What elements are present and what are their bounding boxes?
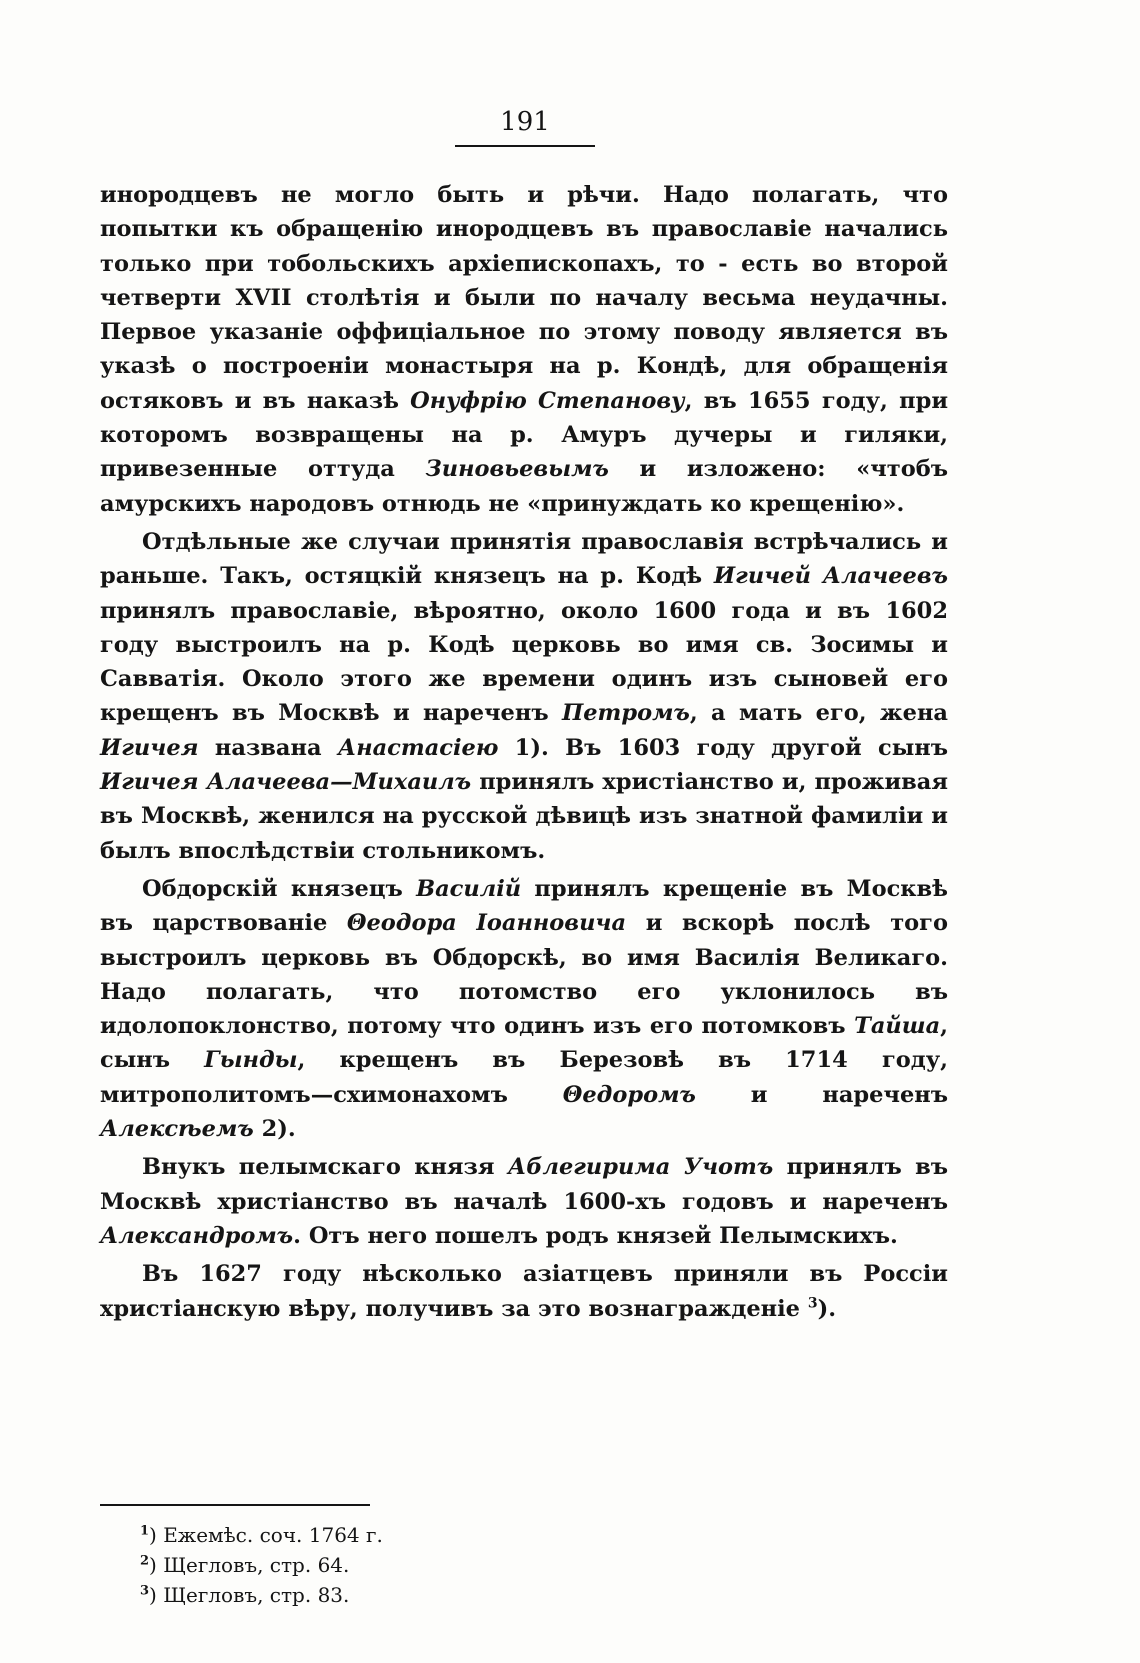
- text-run: принялъ крещеніе въ Москвѣ въ царствованіе: [100, 875, 949, 937]
- footnote-3: [140, 1580, 740, 1610]
- italic-name: Василій: [416, 875, 522, 902]
- footnote-mark: 3: [140, 1583, 150, 1599]
- italic-name: Александромъ: [100, 1222, 294, 1249]
- italic-name: Тайша: [854, 1013, 941, 1040]
- text-run: и вскорѣ послѣ того выстроилъ церковь въ Обдорскѣ, во имя Василія Великаго. Надо полагать, что потомство его уклонилось въ идолопоклонство, потому что одинъ изъ его потомковъ: [100, 910, 948, 1040]
- text-run: инородцевъ не могло быть и рѣчи. Надо полагать, что попытки къ обращенію инородцевъ въ православіе начались только при тобольскихъ архіепископахъ, то - есть во второй четверти XVII столѣтія и были по началу весьма неудачны. Первое указаніе оффиціальное по этому поводу является въ указѣ о построеніи монастыря на р. Кондѣ, для обращенія остяковъ и въ наказѣ: [100, 182, 948, 414]
- footnote-separator: [100, 1504, 370, 1506]
- text-run: принялъ христіанство и, проживая въ Москвѣ, женился на русской дѣвицѣ изъ знатной фамиліи и былъ впослѣдствіи стольникомъ.: [100, 769, 948, 864]
- footnote-text: ) Щегловъ, стр. 83.: [149, 1583, 350, 1607]
- italic-name: Θедоромъ: [562, 1081, 696, 1108]
- text-run: ).: [817, 1295, 837, 1322]
- text-run: принялъ въ Москвѣ христіанство въ началѣ 1600-хъ годовъ и нареченъ: [100, 1154, 948, 1215]
- text-run: , сынъ: [100, 1013, 948, 1074]
- footnote-ref: 3: [807, 1295, 818, 1311]
- italic-name: Онуфрію Степанову: [410, 387, 685, 414]
- text-run: и изложено: «чтобъ амурскихъ народовъ отнюдь не «принуждать ко крещенію».: [100, 456, 948, 517]
- page-number: 191: [500, 107, 550, 137]
- italic-name: Петромъ: [561, 700, 690, 727]
- footnotes: [140, 1520, 740, 1610]
- text-run: 2).: [253, 1116, 296, 1143]
- paragraph-5: [100, 1257, 948, 1326]
- italic-name: Анастасіею: [337, 734, 499, 761]
- text-run: . Отъ него пошелъ родъ князей Пелымскихъ.: [293, 1222, 898, 1249]
- italic-name: Θеодора Іоанновича: [346, 910, 627, 937]
- page-number-rule: [455, 145, 595, 147]
- text-run: Въ 1627 году нѣсколько азіатцевъ приняли въ Россіи христіанскую вѣру, получивъ за это вознагражденіе: [100, 1261, 948, 1322]
- footnote-text: ) Щегловъ, стр. 64.: [149, 1553, 350, 1577]
- italic-name: Зиновьевымъ: [425, 456, 609, 483]
- italic-name: Аблегирима Учотъ: [507, 1154, 774, 1181]
- footnote-mark: 1: [140, 1523, 150, 1539]
- text-run: , въ 1655 году, при которомъ возвращены на р. Амуръ дучеры и гиляки, привезенные оттуда: [100, 387, 949, 483]
- italic-name: Гынды: [204, 1047, 298, 1074]
- text-run: Внукъ пелымскаго князя: [142, 1154, 508, 1181]
- text-run: , а мать его, жена: [689, 700, 949, 727]
- footnote-2: [140, 1550, 740, 1580]
- italic-name: Игичея: [100, 734, 199, 761]
- footnote-text: ) Ежемѣс. соч. 1764 г.: [149, 1523, 383, 1547]
- body-text: [100, 178, 948, 1326]
- paragraph-1: [100, 178, 948, 521]
- paragraph-3: [100, 872, 948, 1146]
- italic-name: Игичей Алачеевъ: [713, 563, 948, 590]
- text-run: принялъ православіе, вѣроятно, около 1600 года и въ 1602 году выстроилъ на р. Кодѣ церковь во имя св. Зосимы и Савватія. Около этого же времени одинъ изъ сыновей его крещенъ въ Москвѣ и нареченъ: [100, 597, 948, 727]
- text-run: Обдорскій князецъ: [142, 875, 417, 902]
- text-run: , крещенъ въ Березовѣ въ 1714 году, митрополитомъ—схимонахомъ: [100, 1047, 948, 1108]
- italic-name: Алексѣемъ: [100, 1116, 254, 1143]
- text-run: названа: [198, 734, 338, 761]
- footnote-mark: 2: [140, 1553, 150, 1569]
- italic-name: Игичея Алачеева—Михаилъ: [100, 769, 472, 796]
- footnote-1: [140, 1520, 740, 1550]
- text-run: и нареченъ: [695, 1081, 948, 1108]
- paragraph-4: [100, 1150, 948, 1253]
- text-run: 1). Въ 1603 году другой сынъ: [498, 734, 949, 761]
- text-run: Отдѣльные же случаи принятія православія встрѣчались и раньше. Такъ, остяцкій князецъ на р. Кодѣ: [100, 528, 948, 590]
- paragraph-2: [100, 525, 948, 868]
